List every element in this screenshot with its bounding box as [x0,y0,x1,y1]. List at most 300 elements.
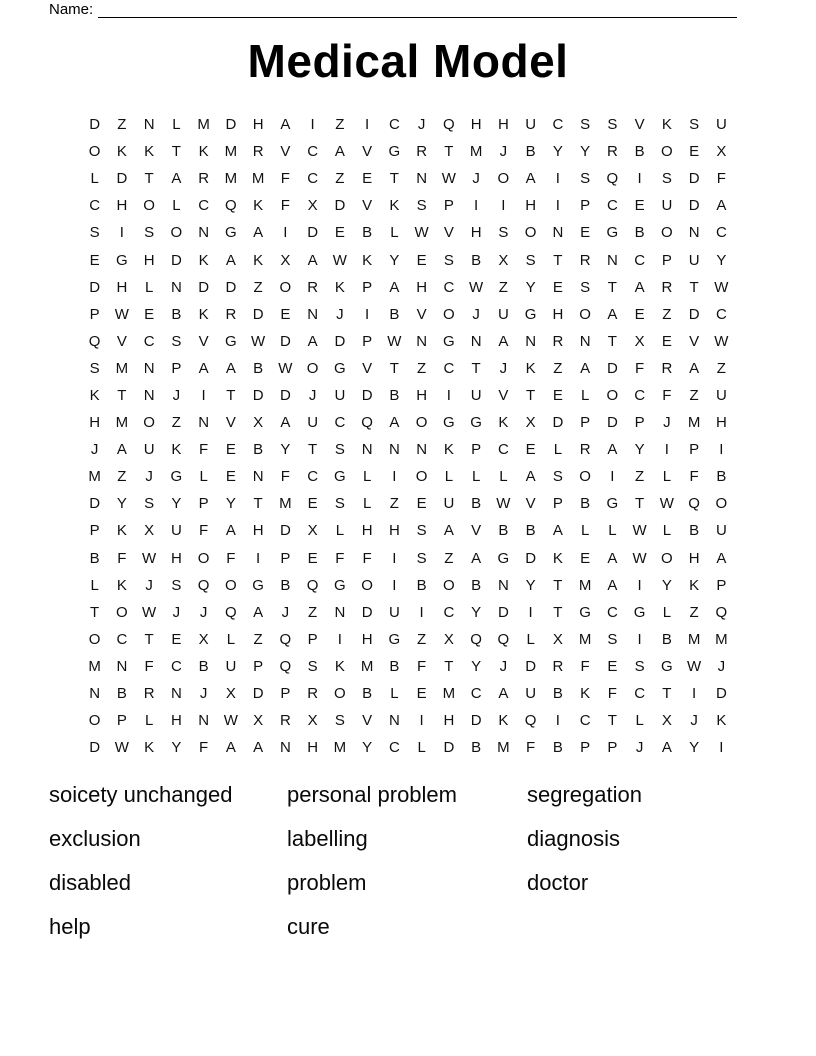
grid-letter: U [715,116,727,134]
grid-letter: I [555,197,560,215]
grid-letter: Y [471,603,482,621]
grid-letter: W [278,359,293,377]
grid-letter: H [715,414,727,432]
grid-letter: C [89,197,101,215]
grid-letter: B [253,359,264,377]
grid-letter: K [253,197,264,215]
grid-letter: M [497,739,510,757]
grid-letter: S [334,495,345,513]
grid-letter: L [417,739,426,757]
grid-letter: K [525,359,536,377]
grid-letter: N [170,278,182,296]
grid-letter: A [552,522,563,540]
grid-letter: K [389,197,400,215]
grid-letter: D [170,251,182,269]
grid-letter: A [253,739,264,757]
grid-letter: V [525,495,536,513]
grid-letter: L [335,522,345,540]
word-item: exclusion [49,826,141,851]
grid-letter: Z [662,305,672,323]
grid-letter: Q [88,332,101,350]
grid-letter: B [171,305,182,323]
grid-letter: N [116,657,128,675]
grid-letter: C [443,359,455,377]
grid-letter: J [336,305,344,323]
grid-letter: A [634,278,645,296]
grid-letter: D [279,332,291,350]
grid-letter: W [496,495,511,513]
grid-letter: I [637,576,642,594]
grid-letter: M [251,170,265,188]
grid-letter: N [198,414,210,432]
grid-letter: T [553,576,563,594]
grid-letter: Z [171,414,181,432]
grid-letter: I [201,386,206,404]
grid-letter: Q [279,630,292,648]
grid-letter: S [171,332,182,350]
grid-letter: Y [552,143,563,161]
grid-letter: P [580,739,591,757]
grid-letter: T [90,603,100,621]
grid-letter: X [225,685,236,703]
grid-letter: A [661,739,672,757]
grid-letter: O [225,576,237,594]
grid-letter: J [417,116,426,134]
grid-letter: P [307,630,318,648]
grid-letter: C [307,170,319,188]
grid-letter: V [198,332,209,350]
grid-letter: Z [444,549,454,567]
grid-letter: N [334,603,346,621]
grid-letter: H [388,522,400,540]
grid-letter: T [689,278,699,296]
grid-letter: C [388,739,400,757]
grid-letter: L [580,522,590,540]
grid-letter: J [308,386,317,404]
grid-letter: V [416,305,427,323]
grid-letter: M [115,414,129,432]
grid-letter: Y [362,739,373,757]
grid-letter: X [716,143,727,161]
word-item: soicety unchanged [49,782,233,807]
grid-letter: L [635,712,644,730]
grid-letter: A [607,576,618,594]
grid-letter: I [664,441,669,459]
grid-letter: N [279,739,291,757]
grid-letter: H [252,522,264,540]
grid-letter: O [524,224,537,242]
grid-letter: V [634,116,645,134]
grid-letter: M [442,685,456,703]
grid-letter: A [116,441,127,459]
grid-letter: Z [553,359,563,377]
grid-letter: R [252,143,264,161]
grid-letter: O [579,305,591,323]
grid-letter: P [280,685,291,703]
grid-letter: M [115,359,129,377]
word-item: disabled [49,870,131,895]
grid-letter: L [362,468,372,486]
grid-letter: O [143,197,155,215]
grid-letter: H [416,386,428,404]
grid-letter: A [171,170,182,188]
grid-letter: U [388,603,400,621]
grid-letter: O [88,143,101,161]
grid-letter: G [252,576,264,594]
grid-letter: I [637,170,642,188]
grid-letter: B [498,522,509,540]
grid-letter: W [414,224,429,242]
grid-letter: J [663,414,671,432]
grid-letter: P [89,305,100,323]
grid-letter: W [632,522,647,540]
grid-letter: S [580,170,591,188]
grid-letter: E [307,549,318,567]
grid-letter: I [337,630,342,648]
grid-letter: O [88,630,101,648]
grid-letter: H [170,712,182,730]
grid-letter: Z [635,468,645,486]
grid-letter: Z [689,603,699,621]
grid-letter: D [279,386,291,404]
grid-letter: B [389,305,400,323]
grid-letter: Z [117,468,127,486]
grid-letter: T [553,251,563,269]
grid-letter: Z [335,170,345,188]
grid-letter: N [170,685,182,703]
grid-letter: A [225,522,236,540]
grid-letter: I [501,197,506,215]
grid-letter: G [470,414,482,432]
grid-letter: E [334,224,345,242]
grid-letter: H [252,116,264,134]
grid-letter: B [552,739,563,757]
grid-letter: T [171,143,181,161]
grid-letter: B [471,251,482,269]
grid-letter: T [553,603,563,621]
grid-letter: S [634,657,645,675]
grid-letter: V [362,197,373,215]
grid-letter: S [334,712,345,730]
grid-letter: L [199,468,208,486]
grid-letter: X [307,522,318,540]
grid-letter: D [252,305,264,323]
grid-letter: E [416,251,427,269]
grid-letter: W [714,278,729,296]
grid-letter: X [280,251,291,269]
grid-letter: G [388,630,401,648]
grid-letter: Y [634,441,645,459]
grid-letter: F [580,657,590,675]
grid-letter: C [198,197,210,215]
grid-letter: I [610,468,615,486]
grid-letter: A [307,332,318,350]
grid-letter: X [253,414,264,432]
grid-letter: V [443,224,454,242]
grid-letter: A [716,549,727,567]
grid-letter: A [334,143,345,161]
grid-letter: D [116,170,128,188]
grid-letter: F [199,522,209,540]
grid-letter: J [635,739,644,757]
grid-letter: H [416,278,428,296]
grid-letter: N [143,359,155,377]
grid-letter: H [361,522,373,540]
grid-letter: X [498,251,509,269]
grid-letter: D [279,522,291,540]
grid-letter: Q [470,630,482,648]
grid-letter: Z [389,495,399,513]
grid-letter: P [716,576,727,594]
grid-letter: O [170,224,183,242]
grid-letter: G [334,359,346,377]
grid-letter: Z [689,386,699,404]
grid-letter: R [579,441,591,459]
grid-letter: Z [308,603,318,621]
grid-letter: W [659,495,674,513]
grid-letter: J [199,685,208,703]
grid-letter: I [256,549,261,567]
grid-letter: K [116,522,127,540]
grid-letter: V [362,359,373,377]
grid-letter: Y [171,495,182,513]
grid-letter: O [116,603,128,621]
grid-letter: Y [716,251,727,269]
grid-letter: B [716,468,727,486]
grid-letter: A [580,359,591,377]
grid-letter: A [716,197,727,215]
grid-letter: A [498,685,509,703]
grid-letter: O [579,468,591,486]
grid-letter: C [307,143,319,161]
grid-letter: T [389,170,399,188]
grid-letter: U [307,414,319,432]
grid-letter: P [280,549,291,567]
grid-letter: Y [389,251,400,269]
grid-letter: T [471,359,481,377]
grid-letter: L [580,386,590,404]
grid-letter: X [144,522,155,540]
grid-letter: H [361,630,373,648]
grid-letter: A [607,305,618,323]
grid-letter: C [388,116,400,134]
grid-letter: N [416,441,428,459]
grid-letter: A [443,522,454,540]
grid-letter: G [225,224,237,242]
grid-letter: U [170,522,182,540]
grid-letter: I [719,739,724,757]
grid-letter: R [307,278,319,296]
grid-letter: E [661,332,672,350]
grid-letter: J [717,657,726,675]
grid-letter: Z [417,630,427,648]
grid-letter: M [687,414,701,432]
grid-letter: D [252,685,264,703]
grid-letter: X [443,630,454,648]
grid-letter: Q [225,197,237,215]
grid-letter: X [307,712,318,730]
grid-letter: E [634,197,645,215]
grid-letter: F [607,685,617,703]
grid-letter: E [416,495,427,513]
word-list [49,783,769,939]
grid-letter: I [119,224,124,242]
grid-letter: C [116,630,128,648]
grid-letter: P [198,495,209,513]
grid-letter: O [306,359,319,377]
grid-letter: O [661,143,673,161]
grid-letter: Z [716,359,726,377]
grid-letter: E [580,224,591,242]
page-title: Medical Model [247,35,569,87]
grid-letter: F [280,170,290,188]
grid-letter: C [143,332,155,350]
grid-letter: H [497,116,509,134]
grid-letter: P [607,739,618,757]
grid-letter: J [199,603,208,621]
grid-letter: O [497,170,510,188]
grid-letter: H [89,414,101,432]
grid-letter: Y [225,495,236,513]
grid-letter: L [526,630,535,648]
grid-letter: K [116,576,127,594]
grid-letter: K [198,305,209,323]
grid-letter: J [145,468,153,486]
grid-letter: Y [171,739,182,757]
grid-letter: T [607,278,617,296]
grid-letter: K [171,441,182,459]
grid-letter: L [662,468,672,486]
grid-letter: M [360,657,374,675]
grid-letter: U [525,116,537,134]
grid-letter: C [634,251,646,269]
grid-letter: H [688,549,700,567]
grid-letter: D [715,685,727,703]
grid-letter: W [687,657,702,675]
grid-letter: K [362,251,373,269]
grid-letter: L [444,468,454,486]
word-item: segregation [527,782,642,807]
grid-letter: N [497,576,509,594]
grid-letter: C [307,468,319,486]
grid-letter: F [226,549,236,567]
grid-letter: F [417,657,427,675]
grid-letter: O [197,549,210,567]
grid-letter: O [715,495,728,513]
grid-letter: O [661,224,673,242]
grid-letter: O [606,386,619,404]
grid-letter: I [365,305,370,323]
grid-letter: B [471,739,482,757]
word-item: cure [287,914,330,939]
grid-letter: E [307,495,318,513]
grid-letter: G [443,414,455,432]
grid-letter: T [144,170,154,188]
grid-letter: H [470,116,482,134]
grid-letter: K [198,143,209,161]
grid-letter: N [252,468,264,486]
grid-letter: G [443,332,455,350]
grid-letter: M [333,739,347,757]
grid-letter: C [334,414,346,432]
grid-letter: R [606,143,618,161]
grid-letter: B [689,522,700,540]
grid-letter: U [334,386,346,404]
grid-letter: P [634,414,645,432]
grid-letter: J [499,359,508,377]
grid-letter: N [388,712,400,730]
grid-letter: P [362,332,373,350]
grid-letter: V [689,332,700,350]
grid-letter: K [116,143,127,161]
grid-letter: M [224,143,238,161]
grid-letter: C [715,305,727,323]
grid-letter: K [689,576,700,594]
grid-letter: M [715,630,728,648]
grid-letter: K [498,414,509,432]
grid-letter: L [662,603,672,621]
grid-letter: G [170,468,183,486]
grid-letter: D [89,495,101,513]
grid-letter: F [716,170,726,188]
grid-letter: M [197,116,210,134]
word-item: problem [287,870,367,895]
grid-letter: B [634,224,645,242]
grid-letter: A [607,441,618,459]
grid-letter: S [580,116,591,134]
grid-letter: V [225,414,236,432]
grid-letter: A [525,170,536,188]
grid-letter: D [470,712,482,730]
grid-letter: B [280,576,291,594]
grid-letter: F [662,386,672,404]
grid-letter: Y [580,143,591,161]
grid-letter: T [444,143,454,161]
grid-letter: A [307,251,318,269]
grid-letter: Z [117,116,127,134]
grid-letter: E [225,468,236,486]
grid-letter: L [390,224,399,242]
grid-letter: N [198,224,210,242]
grid-letter: D [688,305,700,323]
grid-letter: L [172,116,181,134]
grid-letter: P [580,414,591,432]
grid-letter: W [114,739,129,757]
grid-letter: D [497,603,509,621]
grid-letter: S [498,224,509,242]
grid-letter: L [390,685,399,703]
grid-letter: K [580,685,591,703]
grid-letter: Y [661,576,672,594]
grid-letter: J [690,712,698,730]
grid-letter: I [392,468,397,486]
grid-letter: T [253,495,263,513]
grid-letter: I [474,197,479,215]
grid-letter: X [661,712,672,730]
name-label: Name: [49,1,94,18]
grid-letter: D [552,414,564,432]
grid-letter: N [470,332,482,350]
grid-letter: I [392,576,397,594]
grid-letter: A [280,116,291,134]
grid-letter: Q [197,576,210,594]
grid-letter: J [472,305,480,323]
grid-letter: N [606,251,618,269]
grid-letter: S [144,495,155,513]
grid-letter: M [224,170,238,188]
grid-letter: L [499,468,508,486]
grid-letter: L [144,278,154,296]
